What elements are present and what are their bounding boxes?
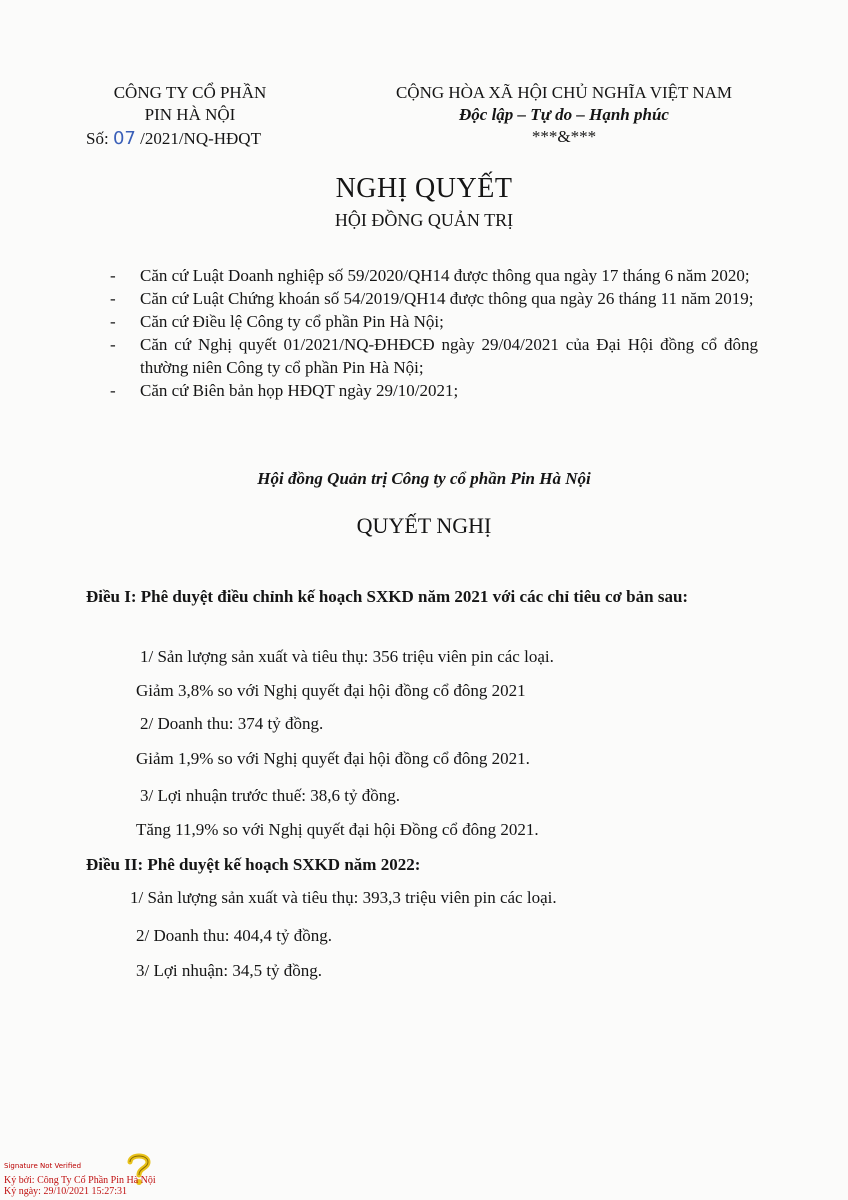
article-1-line: Tăng 11,9% so với Nghị quyết đại hội Đồng cổ đông 2021.	[136, 820, 539, 839]
bullet-dash: -	[110, 335, 116, 354]
legal-basis-item	[110, 310, 758, 333]
article-2-heading: Điều II: Phê duyệt kế hoạch SXKD năm 2022:	[86, 855, 421, 874]
legal-basis-text: Căn cứ Luật Doanh nghiệp số 59/2020/QH14 được thông qua ngày 17 tháng 6 năm 2020;	[140, 266, 750, 285]
article-1-line: 1/ Sản lượng sản xuất và tiêu thụ: 356 triệu viên pin các loại.	[140, 647, 554, 666]
company-name-line1: CÔNG TY CỔ PHẦN	[113, 83, 267, 102]
legal-basis-item	[110, 287, 758, 310]
signature-signed-date: Ký ngày: 29/10/2021 15:27:31	[4, 1186, 128, 1197]
article-1-line: 3/ Lợi nhuận trước thuế: 38,6 tỷ đồng.	[140, 786, 400, 805]
article-1-heading: Điều I: Phê duyệt điều chỉnh kế hoạch SXKD năm 2021 với các chỉ tiêu cơ bản sau:	[86, 587, 689, 606]
company-name	[70, 82, 310, 126]
national-header	[350, 82, 778, 148]
bullet-dash: -	[110, 381, 116, 400]
nation-motto: Độc lập – Tự do – Hạnh phúc	[459, 105, 669, 124]
legal-basis-text: Căn cứ Biên bản họp HĐQT ngày 29/10/2021;	[140, 381, 459, 400]
legal-basis-text: Căn cứ Luật Chứng khoán số 54/2019/QH14 được thông qua ngày 26 tháng 11 năm 2019;	[140, 289, 754, 308]
article-1-line: Giảm 1,9% so với Nghị quyết đại hội đồng cổ đông 2021.	[136, 749, 530, 768]
nation-name: CỘNG HÒA XÃ HỘI CHỦ NGHĨA VIỆT NAM	[395, 83, 733, 102]
bullet-dash: -	[110, 312, 116, 331]
legal-basis-item	[110, 264, 758, 287]
article-1-line: Giảm 3,8% so với Nghị quyết đại hội đồng cổ đông 2021	[136, 681, 526, 700]
bullet-dash: -	[110, 266, 116, 285]
legal-basis-item	[110, 333, 758, 379]
document-number-suffix: /2021/NQ-HĐQT	[140, 129, 261, 148]
resolve-title: QUYẾT NGHỊ	[356, 513, 492, 538]
document-number-prefix: Số:	[86, 129, 109, 148]
issuer-line: Hội đồng Quản trị Công ty cổ phần Pin Hà Nội	[257, 469, 591, 488]
signature-status: Signature Not Verified	[4, 1162, 82, 1170]
document-number	[86, 128, 261, 149]
nation-ornament: ***&***	[531, 127, 597, 146]
article-1-line: 2/ Doanh thu: 374 tỷ đồng.	[140, 714, 324, 733]
legal-basis-text: Căn cứ Điều lệ Công ty cổ phần Pin Hà Nội;	[140, 312, 444, 331]
article-2-line: 2/ Doanh thu: 404,4 tỷ đồng.	[136, 926, 332, 945]
bullet-dash: -	[110, 289, 116, 308]
company-name-line2: PIN HÀ NỘI	[144, 105, 236, 124]
document-number-handwritten: 07	[112, 128, 136, 149]
legal-basis-text: Căn cứ Nghị quyết 01/2021/NQ-ĐHĐCĐ ngày 29/04/2021 của Đại Hội đồng cổ đông thường niên Công ty cổ phần Pin Hà Nội;	[140, 335, 758, 377]
article-2-line: 3/ Lợi nhuận: 34,5 tỷ đồng.	[136, 961, 323, 980]
article-2-line: 1/ Sản lượng sản xuất và tiêu thụ: 393,3 triệu viên pin các loại.	[130, 888, 557, 907]
legal-bases-list	[110, 264, 758, 402]
document-title: NGHỊ QUYẾT	[335, 173, 513, 204]
signature-signed-by: Ký bởi: Công Ty Cổ Phần Pin Hà Nội	[4, 1175, 156, 1186]
document-subtitle: HỘI ĐỒNG QUẢN TRỊ	[334, 210, 514, 230]
legal-basis-item	[110, 379, 758, 402]
